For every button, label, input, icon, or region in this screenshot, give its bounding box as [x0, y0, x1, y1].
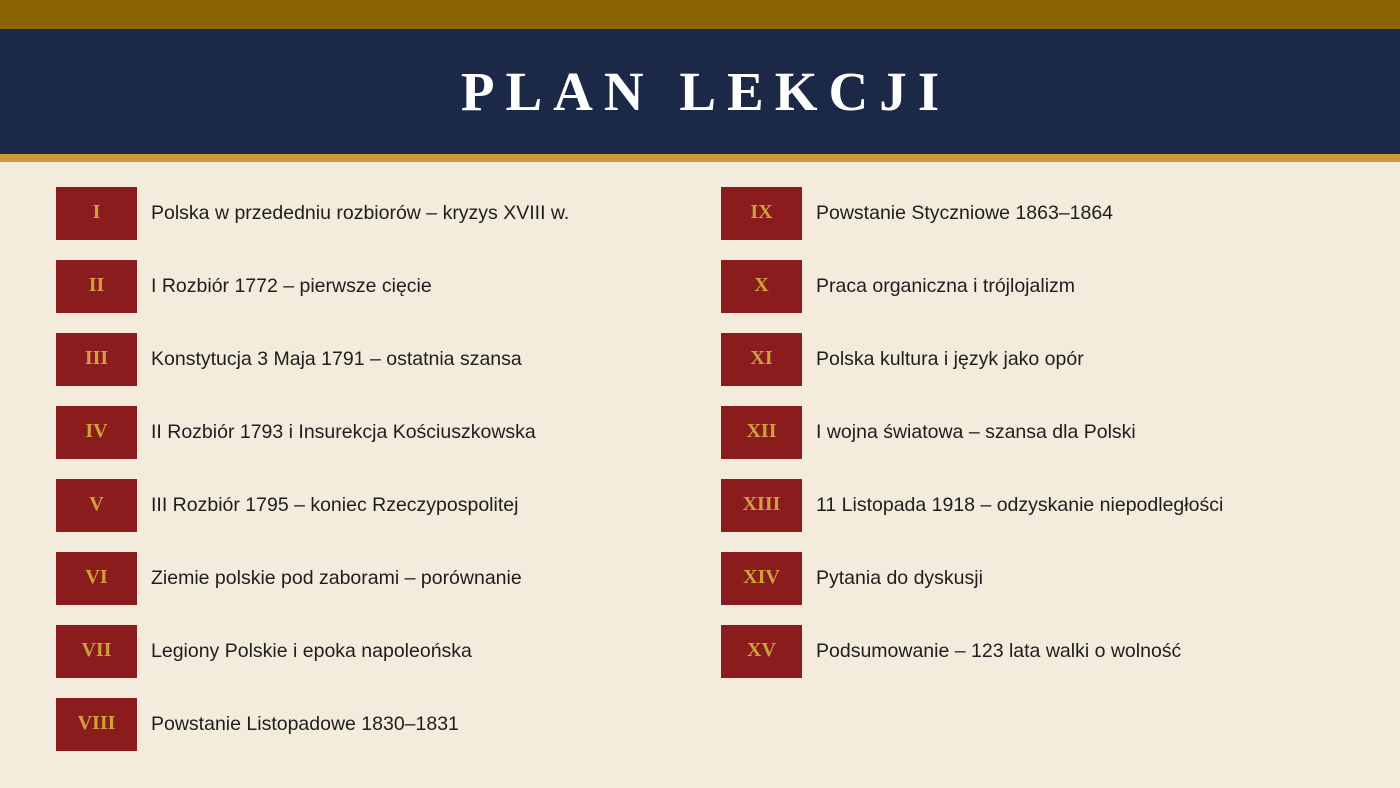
agenda-item — [56, 479, 569, 532]
roman-numeral-badge: II — [56, 260, 137, 313]
agenda-item-label: Powstanie Styczniowe 1863–1864 — [816, 202, 1114, 224]
header-banner — [0, 29, 1400, 154]
agenda-item-label: Pytania do dyskusji — [816, 567, 983, 589]
agenda-column-left — [56, 187, 569, 771]
roman-numeral-badge: VIII — [56, 698, 137, 751]
roman-numeral-badge: XV — [721, 625, 802, 678]
agenda-item — [721, 552, 1223, 605]
agenda-item-label: Konstytucja 3 Maja 1791 – ostatnia szansa — [151, 348, 522, 370]
agenda-item-label: Polska w przededniu rozbiorów – kryzys XVIII w. — [151, 202, 570, 224]
agenda-item-label: II Rozbiór 1793 i Insurekcja Kościuszkowska — [151, 421, 536, 443]
agenda-item-label: Podsumowanie – 123 lata walki o wolność — [816, 640, 1182, 662]
agenda-item-label: Legiony Polskie i epoka napoleońska — [151, 640, 472, 662]
roman-numeral-badge: V — [56, 479, 137, 532]
agenda-item-label: Praca organiczna i trójlojalizm — [816, 275, 1076, 297]
roman-numeral-badge: I — [56, 187, 137, 240]
agenda-item — [56, 260, 569, 313]
top-accent-stripe — [0, 0, 1400, 29]
agenda-item — [56, 333, 569, 386]
agenda-item — [721, 333, 1223, 386]
roman-numeral-badge: X — [721, 260, 802, 313]
agenda-item-label: I wojna światowa – szansa dla Polski — [816, 421, 1136, 443]
agenda-item — [721, 187, 1223, 240]
agenda-item-label: Ziemie polskie pod zaborami – porównanie — [151, 567, 522, 589]
agenda-item — [56, 406, 569, 459]
agenda-item — [56, 625, 569, 678]
agenda-item — [721, 260, 1223, 313]
agenda-item — [721, 479, 1223, 532]
agenda-item-label: 11 Listopada 1918 – odzyskanie niepodległości — [816, 494, 1224, 516]
roman-numeral-badge: IV — [56, 406, 137, 459]
gold-divider — [0, 154, 1400, 162]
agenda-item — [721, 406, 1223, 459]
agenda-item-label: I Rozbiór 1772 – pierwsze cięcie — [151, 275, 432, 297]
roman-numeral-badge: XII — [721, 406, 802, 459]
agenda-item — [56, 698, 569, 751]
roman-numeral-badge: XI — [721, 333, 802, 386]
agenda-item-label: Polska kultura i język jako opór — [816, 348, 1084, 370]
roman-numeral-badge: XIV — [721, 552, 802, 605]
roman-numeral-badge: XIII — [721, 479, 802, 532]
roman-numeral-badge: VII — [56, 625, 137, 678]
agenda-item-label: Powstanie Listopadowe 1830–1831 — [151, 713, 459, 735]
page-title: PLAN LEKCJI — [460, 61, 951, 122]
agenda-item — [56, 187, 569, 240]
roman-numeral-badge: VI — [56, 552, 137, 605]
agenda-item-label: III Rozbiór 1795 – koniec Rzeczypospolitej — [151, 494, 519, 516]
roman-numeral-badge: IX — [721, 187, 802, 240]
agenda-item — [721, 625, 1223, 678]
roman-numeral-badge: III — [56, 333, 137, 386]
agenda-item — [56, 552, 569, 605]
agenda-column-right — [721, 187, 1223, 698]
